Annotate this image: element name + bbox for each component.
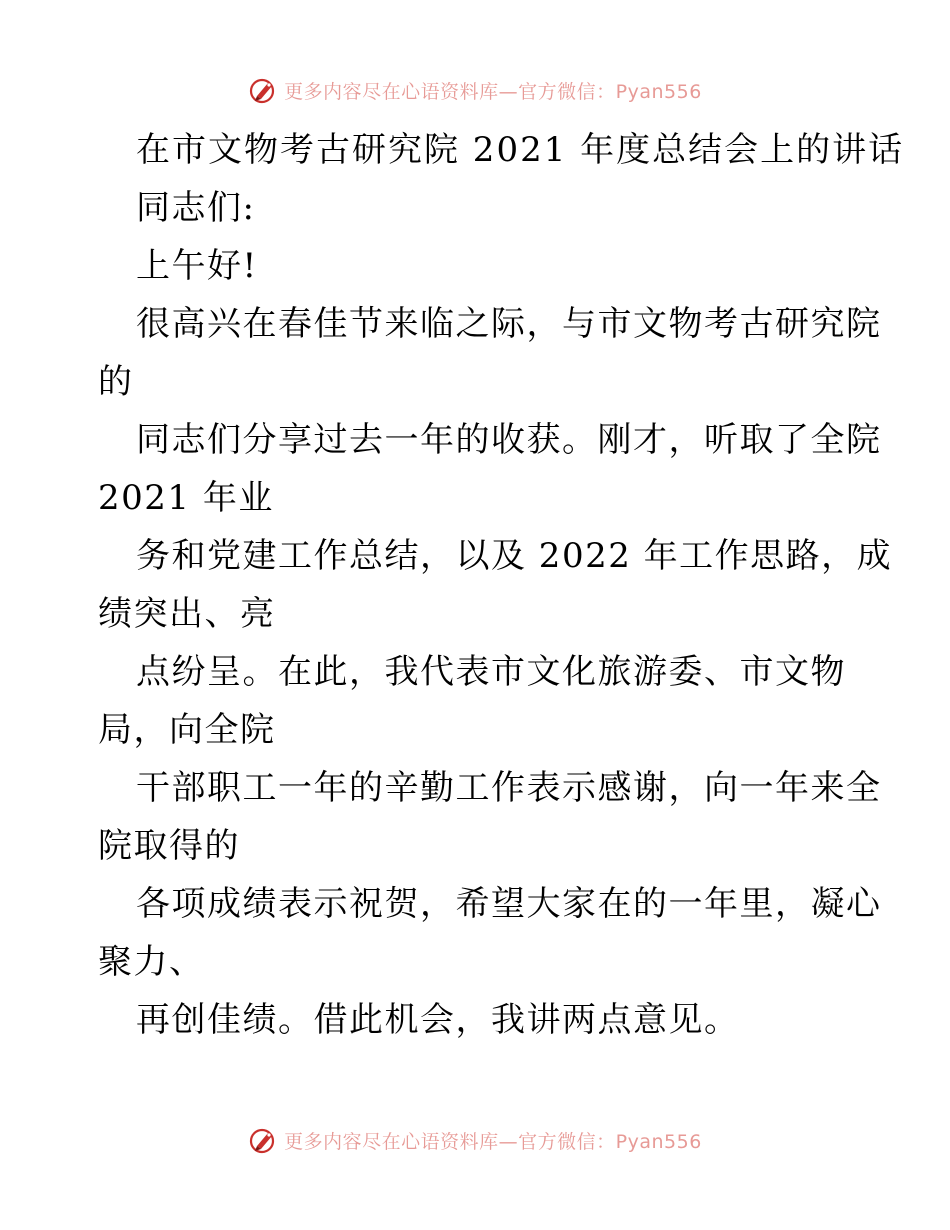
paragraph-line: 很高兴在春佳节来临之际，与市文物考古研究院 — [136, 304, 882, 344]
paragraph-line: 各项成绩表示祝贺，希望大家在的一年里，凝心 — [136, 884, 882, 924]
paragraph-line: 再创佳绩。借此机会，我讲两点意见。 — [136, 1000, 740, 1040]
paragraph-line: 的 — [98, 362, 134, 402]
salutation: 同志们: — [136, 188, 256, 228]
paragraph-line: 局，向全院 — [98, 710, 276, 750]
pen-logo-icon — [248, 1125, 278, 1155]
watermark-text: 更多内容尽在心语资料库—官方微信：Pyan556 — [284, 1130, 702, 1153]
watermark-text: 更多内容尽在心语资料库—官方微信：Pyan556 — [284, 80, 702, 103]
header-watermark — [0, 70, 950, 110]
paragraph-line: 2021 年业 — [98, 478, 274, 518]
document-title: 在市文物考古研究院 2021 年度总结会上的讲话 — [136, 130, 905, 170]
paragraph-line: 务和党建工作总结，以及 2022 年工作思路，成 — [136, 536, 893, 576]
pen-logo-icon — [248, 75, 278, 105]
footer-watermark — [0, 1120, 950, 1160]
paragraph-line: 同志们分享过去一年的收获。刚才，听取了全院 — [136, 420, 882, 460]
paragraph-line: 干部职工一年的辛勤工作表示感谢，向一年来全 — [136, 768, 882, 808]
paragraph-line: 点纷呈。在此，我代表市文化旅游委、市文物 — [136, 652, 846, 692]
document-body — [98, 121, 905, 1049]
greeting: 上午好! — [136, 246, 258, 286]
paragraph-line: 绩突出、亮 — [98, 594, 276, 634]
paragraph-line: 院取得的 — [98, 826, 240, 866]
paragraph-line: 聚力、 — [98, 942, 205, 982]
